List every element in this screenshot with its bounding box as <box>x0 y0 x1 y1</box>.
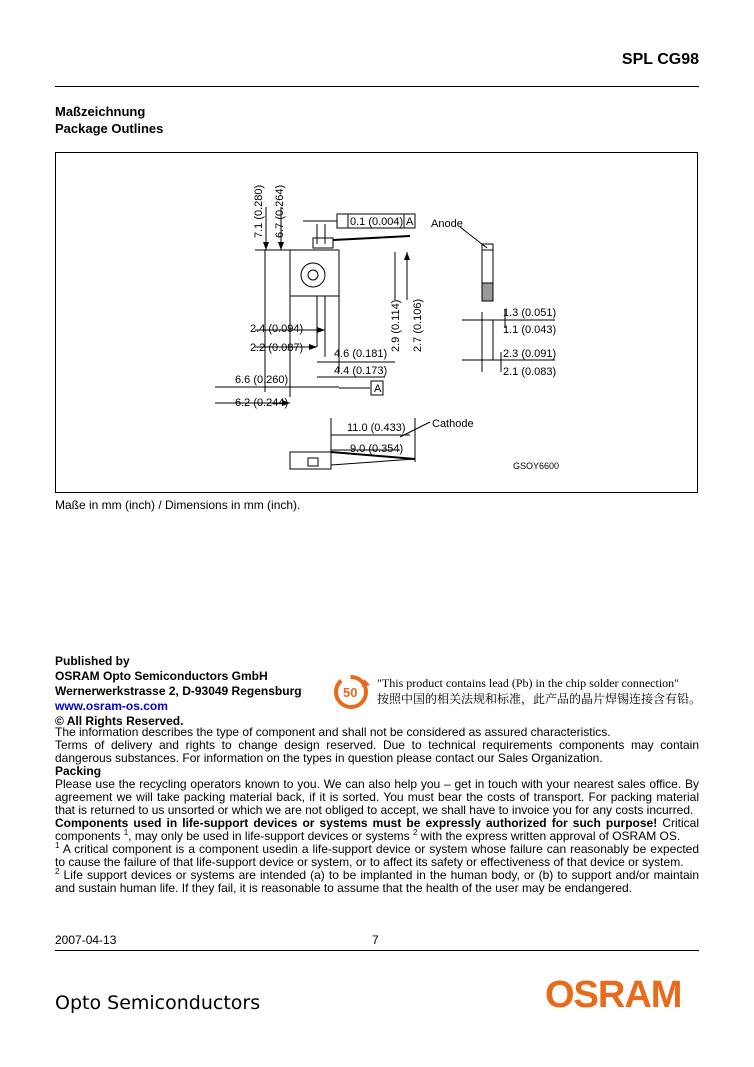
dim-tolerance: 0.1 (0.004) <box>350 216 404 228</box>
drawing-code: GSOY6600 <box>513 461 560 471</box>
dim-2-3: 2.3 (0.091) <box>503 348 557 360</box>
page-number: 7 <box>372 933 379 947</box>
life-text-c: with the express written approval of OSRAM OS. <box>417 829 681 843</box>
dim-9-0: 9.0 (0.354) <box>350 443 404 455</box>
dim-1-1: 1.1 (0.043) <box>503 324 557 336</box>
section-title-de: Maßzeichnung <box>55 104 146 119</box>
footnote-2-marker: 2 <box>55 867 60 876</box>
copyright: © All Rights Reserved. <box>55 714 184 728</box>
footnote-ref-2: 2 <box>412 828 418 837</box>
osram-logo: OSRAM <box>545 974 682 1016</box>
footnote-1 <box>55 843 699 869</box>
division-name: Opto Semiconductors <box>55 992 261 1014</box>
footnote-1-marker: 1 <box>55 841 60 850</box>
dim-2-7: 2.7 (0.106) <box>412 298 424 352</box>
datum-a: A <box>374 383 382 395</box>
published-by-label: Published by <box>55 654 130 668</box>
publisher-block <box>55 654 325 729</box>
packing-paragraph: Please use the recycling operators known to you. We can also help you – get in touch with your nearest sales office. By agreement we will take packing material back, if it is sorted. You must bear the costs of transport. For packing material that is returned to us unsorted or which we are not obliged to accept, we shall have to invoice you for any costs incurred. <box>55 777 699 817</box>
legal-text <box>55 726 699 895</box>
company-address: Wernerwerkstrasse 2, D-93049 Regensburg <box>55 684 302 698</box>
footer-divider <box>55 950 699 951</box>
dim-4-6: 4.6 (0.181) <box>334 348 388 360</box>
dim-2-9: 2.9 (0.114) <box>390 299 402 352</box>
packing-heading: Packing <box>55 764 102 778</box>
dim-2-4: 2.4 (0.094) <box>250 323 304 335</box>
package-outline-drawing <box>55 152 698 493</box>
dim-2-1: 2.1 (0.083) <box>503 366 557 378</box>
life-text-b: , may only be used in life-support devices or systems <box>128 829 410 843</box>
header-divider <box>55 86 699 87</box>
terms-paragraph: Terms of delivery and rights to change design reserved. Due to technical requirements components may contain dangerous substances. For information on the types in question please contact our Sales Organization. <box>55 738 699 765</box>
section-title-en: Package Outlines <box>55 121 164 136</box>
disclaimer-paragraph: The information describes the type of component and shall not be considered as assured characteristics. <box>55 725 611 739</box>
dim-1-3: 1.3 (0.051) <box>503 307 557 319</box>
website-link[interactable]: www.osram-os.com <box>55 699 168 713</box>
package-body-outline <box>290 250 339 296</box>
lead-notice-en: "This product contains lead (Pb) in the chip solder connection" <box>377 676 680 690</box>
company-name: OSRAM Opto Semiconductors GmbH <box>55 669 268 683</box>
lead-logo-number: 50 <box>343 685 358 700</box>
footnote-2-text: Life support devices or systems are intended (a) to be implanted in the human body, or (b) to support and/or maintain and sustain human life. If they fail, it is reasonable to assume that the health of the user may be endangered. <box>55 868 699 895</box>
dim-6-2: 6.2 (0.244) <box>235 397 289 409</box>
footnote-ref-1: 1 <box>123 828 129 837</box>
dim-4-4: 4.4 (0.173) <box>334 365 388 377</box>
datum-a-frame: A <box>406 216 414 228</box>
dim-7-1: 7.1 (0.280) <box>253 184 265 238</box>
footer-date: 2007-04-13 <box>55 933 117 947</box>
dim-11-0: 11.0 (0.433) <box>347 422 406 434</box>
section-heading <box>55 103 163 137</box>
cathode-label: Cathode <box>432 418 474 430</box>
document-title: SPL CG98 <box>621 51 699 68</box>
dim-2-2: 2.2 (0.087) <box>250 342 304 354</box>
life-support-heading: Components used in life-support devices or systems must be expressly authorized for such purpose! <box>55 816 658 830</box>
life-text-a: Critical components <box>55 816 699 843</box>
footnote-1-text: A critical component is a component usedin a life-support device or system whose failure can reasonably be expected to cause the failure of that life-support device or system, or to affect its safety or effectiveness of that device or system. <box>55 842 699 869</box>
lead-environment-icon <box>330 673 372 711</box>
drawing-caption: Maße in mm (inch) / Dimensions in mm (inch). <box>55 498 301 512</box>
footnote-2 <box>55 869 699 895</box>
dim-6-7: 6.7 (0.264) <box>274 184 286 238</box>
life-support-paragraph <box>55 817 699 843</box>
lead-notice-cn: 按照中国的相关法规和标准，此产品的晶片焊锡连接含有铅。 <box>377 692 702 706</box>
lead-notice <box>377 675 701 707</box>
dim-6-6: 6.6 (0.260) <box>235 374 289 386</box>
anode-label: Anode <box>431 218 463 230</box>
